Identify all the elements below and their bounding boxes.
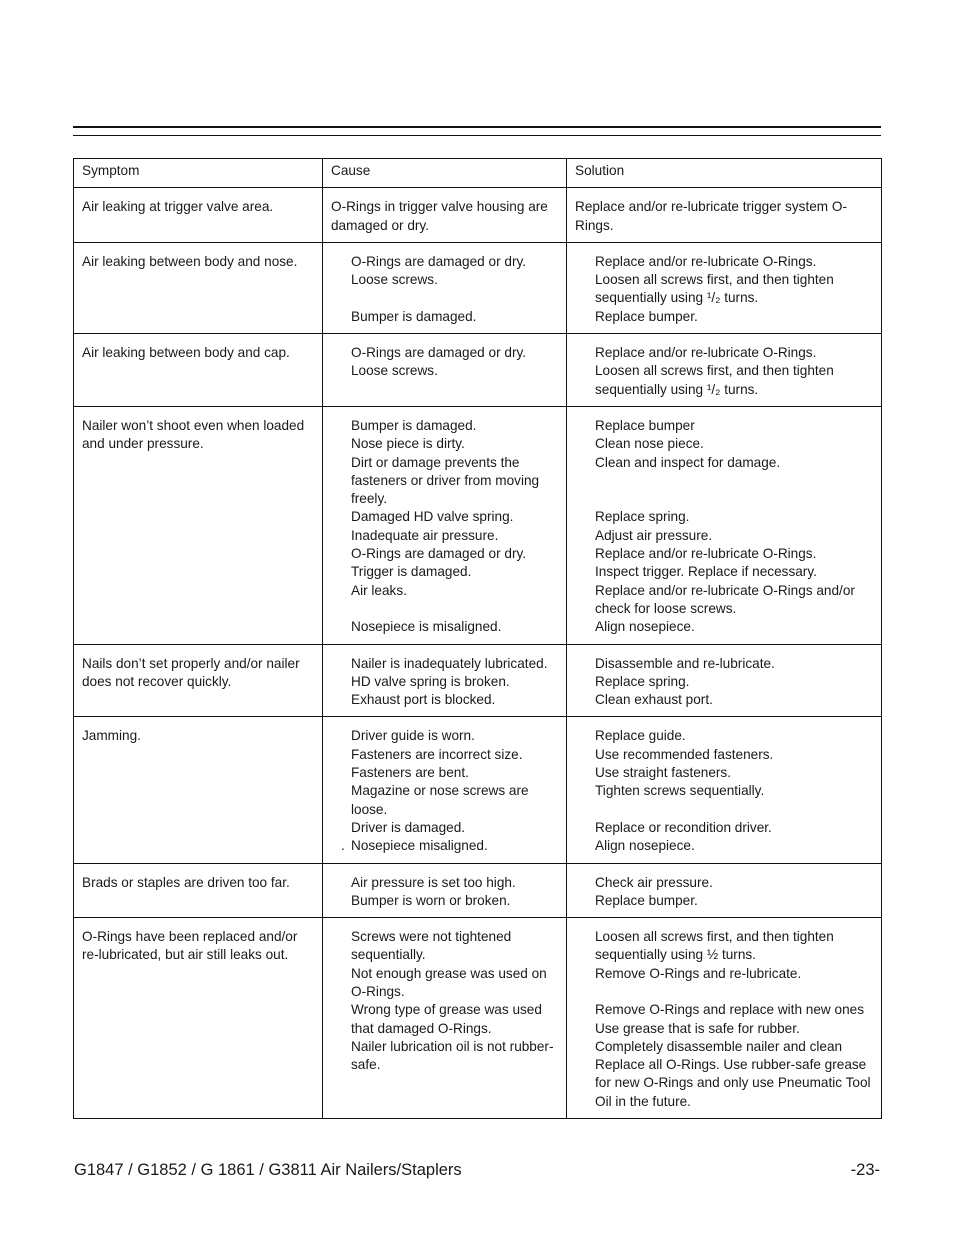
solution-item: Use recommended fasteners.	[595, 746, 774, 762]
symptom-cell: Air leaking between body and cap.	[74, 334, 323, 407]
solution-item: Align nosepiece.	[595, 838, 695, 854]
solution-item: Replace and/or re-lubricate O-Rings.	[595, 546, 817, 562]
cause-item: Exhaust port is blocked.	[351, 692, 496, 708]
troubleshooting-table	[73, 158, 882, 1119]
symptom-cell: O-Rings have been replaced and/or re-lubricated, but air still leaks out.	[74, 918, 323, 1119]
footer-title: G1847 / G1852 / G 1861 / G3811 Air Nailers/Staplers	[74, 1161, 462, 1179]
header-rule-thick	[73, 126, 881, 128]
cause-item: Bumper is worn or broken.	[351, 892, 511, 908]
solution-item: Check air pressure.	[595, 874, 713, 890]
spacer	[595, 801, 875, 819]
solution-item: Remove O-Rings and replace with new ones	[595, 1002, 864, 1018]
cause-item	[341, 837, 560, 855]
solution-item: Completely disassemble nailer and clean	[595, 1038, 843, 1054]
table-row	[74, 188, 882, 243]
cause-item: Driver guide is worn.	[351, 728, 475, 744]
solution-item: Loosen all screws first, and then tighten sequentially using ¹/₂ turns.	[595, 272, 834, 306]
cause-item: Wrong type of grease was used that damaged O-Rings.	[351, 1002, 542, 1036]
solution-item: Replace and/or re-lubricate O-Rings.	[595, 345, 817, 361]
header-solution: Solution	[567, 159, 882, 188]
cause-item: Loose screws.	[351, 272, 438, 288]
solution-item: Replace spring.	[595, 509, 690, 525]
cause-item: Magazine or nose screws are loose.	[351, 783, 529, 817]
solution-item: Inspect trigger. Replace if necessary.	[595, 564, 817, 580]
solution-item: Clean and inspect for damage.	[595, 454, 781, 470]
stray-mark: .	[341, 838, 345, 854]
solution-item: Clean nose piece.	[595, 436, 704, 452]
solution-item: Adjust air pressure.	[595, 527, 713, 543]
spacer	[351, 600, 560, 618]
cause-cell	[323, 406, 567, 644]
solution-item: Replace guide.	[595, 728, 686, 744]
cause-item: Trigger is damaged.	[351, 564, 472, 580]
spacer	[595, 490, 875, 508]
table-row	[74, 717, 882, 863]
solution-item: Replace all O-Rings. Use rubber-safe grease for new O-Rings and only use Pneumatic Tool Oil in the future.	[595, 1057, 871, 1109]
solution-item: Replace spring.	[595, 673, 690, 689]
solution-item: Replace bumper.	[595, 892, 698, 908]
cause-item: Bumper is damaged.	[351, 308, 477, 324]
solution-cell	[567, 644, 882, 717]
cause-cell: O-Rings in trigger valve housing are damaged or dry.	[323, 188, 567, 243]
cause-item: O-Rings are damaged or dry.	[351, 345, 527, 361]
cause-cell	[323, 717, 567, 863]
solution-item: Remove O-Rings and re-lubricate.	[595, 965, 802, 981]
symptom-cell: Air leaking between body and nose.	[74, 242, 323, 333]
spacer	[595, 472, 875, 490]
cause-cell	[323, 644, 567, 717]
cause-item: Air pressure is set too high.	[351, 874, 516, 890]
symptom-cell: Air leaking at trigger valve area.	[74, 188, 323, 243]
solution-item: Tighten screws sequentially.	[595, 783, 765, 799]
cause-item: Damaged HD valve spring.	[351, 509, 514, 525]
solution-item: Replace or recondition driver.	[595, 819, 772, 835]
header-symptom: Symptom	[74, 159, 323, 188]
cause-item: Driver is damaged.	[351, 819, 466, 835]
spacer	[595, 983, 875, 1001]
cause-item: Fasteners are incorrect size.	[351, 746, 523, 762]
cause-cell	[323, 918, 567, 1119]
solution-item: Replace bumper	[595, 417, 695, 433]
header-rule-thin	[73, 135, 881, 136]
solution-item: Replace bumper.	[595, 308, 698, 324]
solution-cell	[567, 717, 882, 863]
cause-item: Inadequate air pressure.	[351, 527, 499, 543]
solution-cell	[567, 863, 882, 918]
cause-item: Air leaks.	[351, 582, 407, 598]
header-cause: Cause	[323, 159, 567, 188]
cause-item: O-Rings are damaged or dry.	[351, 253, 527, 269]
table-header-row	[74, 159, 882, 188]
table-row	[74, 918, 882, 1119]
cause-item: Not enough grease was used on O-Rings.	[351, 965, 547, 999]
cause-item: HD valve spring is broken.	[351, 673, 510, 689]
cause-item: Nailer lubrication oil is not rubber-safe.	[351, 1038, 554, 1073]
cause-text: Nosepiece misaligned.	[351, 838, 488, 854]
cause-item: Screws were not tightened sequentially.	[351, 929, 512, 963]
table-row	[74, 863, 882, 918]
solution-item: Loosen all screws first, and then tighten sequentially using ¹/₂ turns.	[595, 363, 834, 397]
cause-item: Nose piece is dirty.	[351, 436, 465, 452]
cause-item: Loose screws.	[351, 363, 438, 379]
solution-item: Replace and/or re-lubricate O-Rings.	[595, 253, 817, 269]
table-row	[74, 334, 882, 407]
solution-item: Use grease that is safe for rubber.	[595, 1020, 800, 1036]
symptom-cell: Nailer won’t shoot even when loaded and under pressure.	[74, 406, 323, 644]
cause-cell	[323, 242, 567, 333]
solution-item: Loosen all screws first, and then tighten sequentially using ½ turns.	[595, 929, 834, 963]
cause-item: Dirt or damage prevents the fasteners or driver from moving freely.	[351, 454, 540, 507]
cause-cell	[323, 334, 567, 407]
solution-item: Use straight fasteners.	[595, 765, 731, 781]
spacer	[351, 289, 560, 307]
solution-cell	[567, 918, 882, 1119]
solution-item: Align nosepiece.	[595, 619, 695, 635]
cause-item: O-Rings are damaged or dry.	[351, 546, 527, 562]
solution-cell	[567, 406, 882, 644]
symptom-cell: Nails don’t set properly and/or nailer does not recover quickly.	[74, 644, 323, 717]
page-number: -23-	[850, 1161, 880, 1179]
cause-item: Fasteners are bent.	[351, 765, 469, 781]
solution-item: Disassemble and re-lubricate.	[595, 655, 775, 671]
cause-cell	[323, 863, 567, 918]
solution-cell	[567, 242, 882, 333]
symptom-cell: Brads or staples are driven too far.	[74, 863, 323, 918]
solution-cell	[567, 334, 882, 407]
cause-item: Bumper is damaged.	[351, 417, 477, 433]
cause-item: Nosepiece is misaligned.	[351, 619, 502, 635]
solution-cell: Replace and/or re-lubricate trigger system O-Rings.	[567, 188, 882, 243]
table-row	[74, 644, 882, 717]
solution-item: Replace and/or re-lubricate O-Rings and/or check for loose screws.	[595, 582, 855, 616]
table-row	[74, 242, 882, 333]
solution-item: Clean exhaust port.	[595, 692, 713, 708]
symptom-cell: Jamming.	[74, 717, 323, 863]
cause-item: Nailer is inadequately lubricated.	[351, 655, 548, 671]
table-row	[74, 406, 882, 644]
